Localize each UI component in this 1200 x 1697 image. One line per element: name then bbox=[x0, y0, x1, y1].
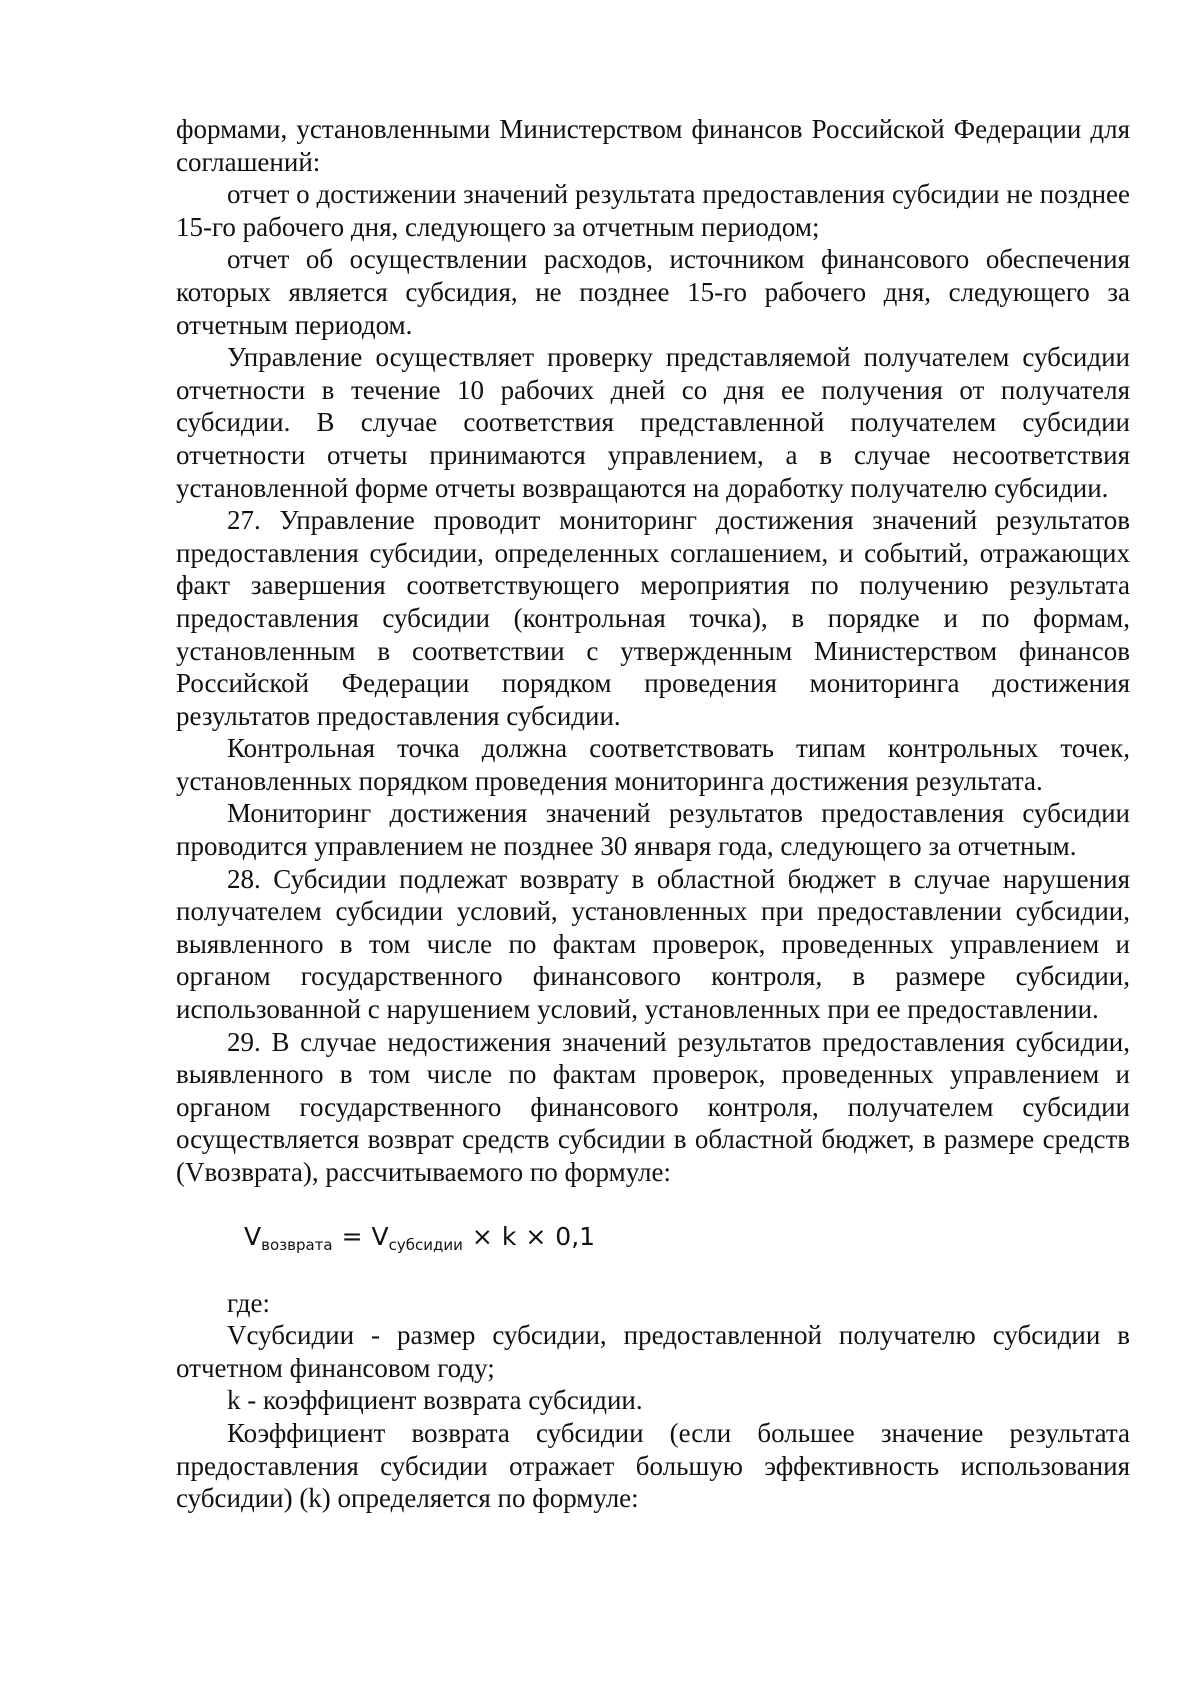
document-body bbox=[176, 113, 1130, 1515]
formula-multiply-sign: × bbox=[525, 1222, 547, 1252]
paragraph: 29. В случае недостижения значений результатов предоставления субсидии, выявленного в том числе по фактам проверок, проведенных управлением и органом государственного финансового контроля, получателем субсидии осуществляется возврат средств субсидии в областной бюджет, в размере средств (Vвозврата), рассчитываемого по формуле: bbox=[176, 1026, 1130, 1187]
paragraph: k - коэффициент возврата субсидии. bbox=[227, 1385, 643, 1416]
formula-multiply-sign: × bbox=[471, 1222, 493, 1252]
paragraph: Мониторинг достижения значений результатов предоставления субсидии проводится управлением не позднее 30 января года, следующего за отчетным. bbox=[176, 798, 1130, 862]
return-amount-formula bbox=[176, 1189, 1130, 1287]
paragraph: 28. Субсидии подлежат возврату в областной бюджет в случае нарушения получателем субсидии условий, установленных при предоставлении субсидии, выявленного в том числе по фактам проверок, проведенных управлением и органом государственного финансового контроля, в размере субсидии, использованной с нарушением условий, установленных при ее предоставлении. bbox=[176, 863, 1130, 1025]
formula-rhs-subscript: субсидии bbox=[388, 1236, 463, 1255]
paragraph: Коэффициент возврата субсидии (если большее значение результата предоставления субсидии отражает большую эффективность использования субсидии) (k) определяется по формуле: bbox=[176, 1417, 1130, 1514]
paragraph: Контрольная точка должна соответствовать типам контрольных точек, установленных порядком проведения мониторинга достижения результата. bbox=[176, 733, 1130, 796]
paragraph: отчет о достижении значений результата предоставления субсидии не позднее 15-го рабочего дня, следующего за отчетным периодом; bbox=[176, 179, 1130, 242]
paragraph: Управление осуществляет проверку представляемой получателем субсидии отчетности в течение 10 рабочих дней со дня ее получения от получателя субсидии. В случае соответствия представленной получателем субсидии отчетности отчеты принимаются управлением, а в случае несоответствия установленной форме отчеты возвращаются на доработку получателю субсидии. bbox=[176, 342, 1130, 503]
paragraphs-after-formula bbox=[176, 1287, 1130, 1515]
paragraph: Vсубсидии - размер субсидии, предоставленной получателю субсидии в отчетном финансовом году; bbox=[176, 1320, 1130, 1383]
paragraphs-before-formula bbox=[176, 113, 1130, 1189]
formula-rhs-variable: V bbox=[371, 1222, 389, 1252]
formula-coefficient: k bbox=[501, 1222, 517, 1252]
formula-lhs-variable: V bbox=[244, 1222, 262, 1252]
formula-lhs-subscript: возврата bbox=[261, 1236, 333, 1255]
formula-factor: 0,1 bbox=[555, 1222, 596, 1252]
paragraph: отчет об осуществлении расходов, источником финансового обеспечения которых является субсидия, не позднее 15-го рабочего дня, следующего за отчетным периодом. bbox=[176, 244, 1130, 340]
paragraph: 27. Управление проводит мониторинг достижения значений результатов предоставления субсидии, определенных соглашением, и событий, отражающих факт завершения соответствующего мероприятия по получению результата предоставления субсидии (контрольная точка), в порядке и по формам, установленным в соответствии с утвержденным Министерством финансов Российской Федерации порядком проведения мониторинга достижения результатов предоставления субсидии. bbox=[176, 505, 1130, 731]
paragraph: где: bbox=[227, 1287, 270, 1318]
formula-equals-sign: = bbox=[341, 1222, 363, 1252]
paragraph: формами, установленными Министерством финансов Российской Федерации для соглашений: bbox=[176, 114, 1130, 177]
